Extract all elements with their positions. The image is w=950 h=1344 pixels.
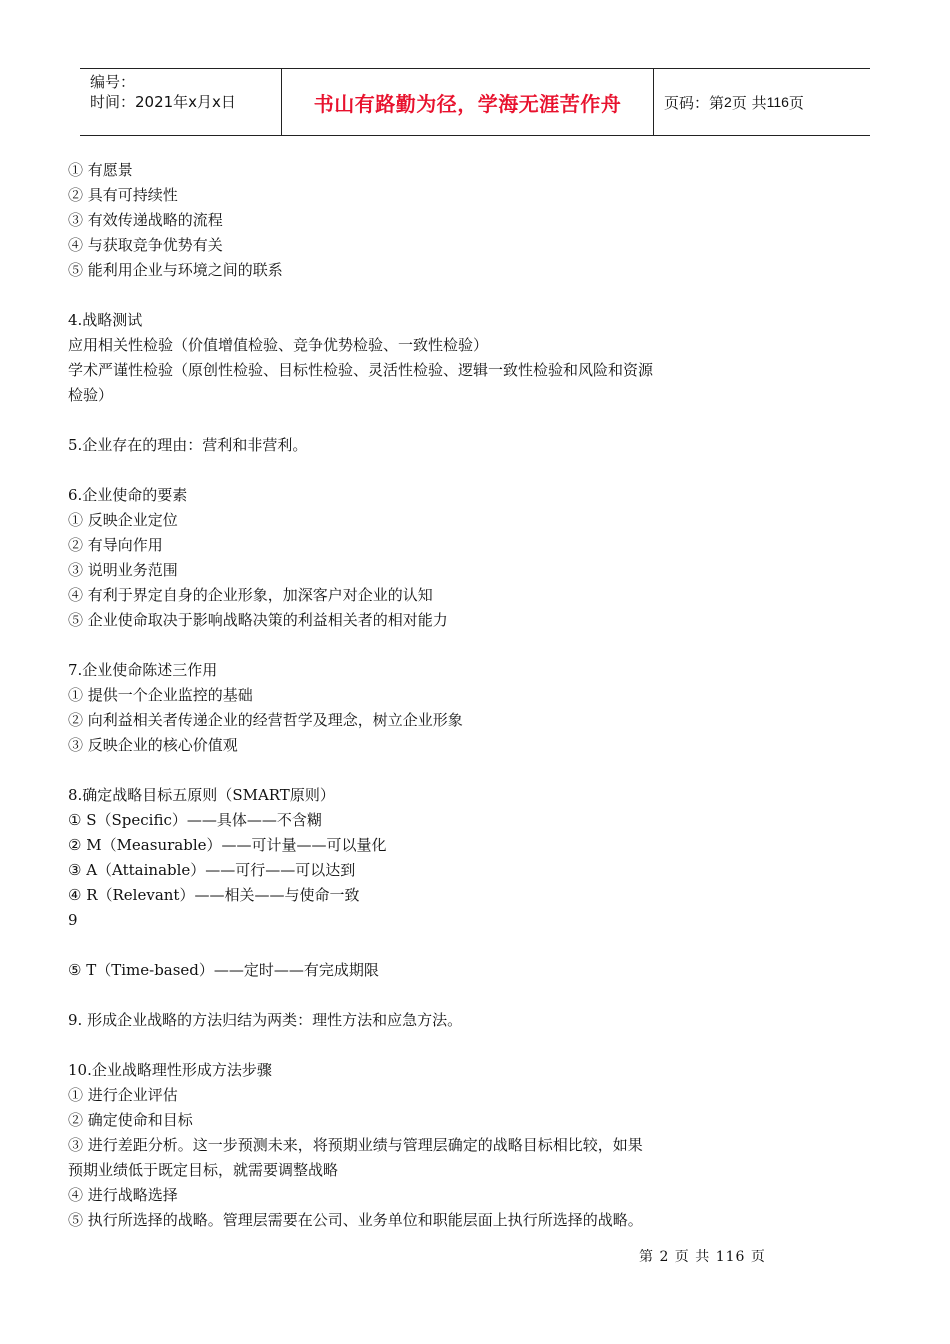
blank-line: [68, 933, 748, 958]
page-suffix: 页: [788, 93, 804, 112]
blank-line: [68, 283, 748, 308]
text-line: ⑤ T（Time-based）——定时——有完成期限: [68, 961, 379, 979]
text-line: 学术严谨性检验（原创性检验、目标性检验、灵活性检验、逻辑一致性检验和风险和资源: [68, 361, 654, 379]
text-line: ② 向利益相关者传递企业的经营哲学及理念，树立企业形象: [68, 711, 463, 729]
document-number-label: 编号：: [90, 73, 136, 91]
text-line: 7.企业使命陈述三作用: [68, 661, 218, 679]
blank-line: [68, 458, 748, 483]
header-meta: [80, 69, 282, 135]
text-line: ② M（Measurable）——可计量——可以量化: [68, 836, 387, 854]
text-line: ⑤ 能利用企业与环境之间的联系: [68, 261, 283, 279]
text-line: 检验）: [68, 386, 114, 404]
text-line: ① 反映企业定位: [68, 511, 178, 529]
text-line: ⑤ 企业使命取决于影响战略决策的利益相关者的相对能力: [68, 611, 448, 629]
text-line: 9: [68, 911, 78, 929]
page-header: [80, 68, 870, 136]
page-mid: 页 共: [731, 93, 767, 112]
text-line: ④ 与获取竞争优势有关: [68, 236, 223, 254]
text-line: 4.战略测试: [68, 311, 143, 329]
page-current: 2: [724, 94, 732, 110]
text-line: ③ 说明业务范围: [68, 561, 178, 579]
page-footer: 第 2 页 共 116 页: [639, 1249, 766, 1265]
page-prefix: 页码：第: [664, 93, 725, 112]
text-line: ⑤ 执行所选择的战略。管理层需要在公司、业务单位和职能层面上执行所选择的战略。: [68, 1211, 643, 1229]
page-total: 116: [766, 94, 789, 110]
header-motto: 书山有路勤为径，学海无涯苦作舟: [282, 69, 654, 135]
text-line: ② 有导向作用: [68, 536, 163, 554]
text-line: ① S（Specific）——具体——不含糊: [68, 811, 322, 829]
text-line: ③ 有效传递战略的流程: [68, 211, 223, 229]
text-line: 6.企业使命的要素: [68, 486, 188, 504]
text-line: ④ 有利于界定自身的企业形象，加深客户对企业的认知: [68, 586, 433, 604]
text-line: ① 提供一个企业监控的基础: [68, 686, 253, 704]
text-line: ③ A（Attainable）——可行——可以达到: [68, 861, 356, 879]
blank-line: [68, 983, 748, 1008]
text-line: 预期业绩低于既定目标，就需要调整战略: [68, 1161, 339, 1179]
text-line: ② 具有可持续性: [68, 186, 178, 204]
text-line: ③ 进行差距分析。这一步预测未来，将预期业绩与管理层确定的战略目标相比较，如果: [68, 1136, 643, 1154]
text-line: 10.企业战略理性形成方法步骤: [68, 1061, 272, 1079]
text-line: ① 进行企业评估: [68, 1086, 178, 1104]
document-time: 时间：2021年x月x日: [90, 93, 236, 111]
text-line: ① 有愿景: [68, 161, 133, 179]
blank-line: [68, 408, 748, 433]
text-line: 5.企业存在的理由：营利和非营利。: [68, 436, 308, 454]
header-page-number: [654, 69, 870, 135]
text-line: 应用相关性检验（价值增值检验、竞争优势检验、一致性检验）: [68, 336, 489, 354]
blank-line: [68, 1033, 748, 1058]
text-line: 9. 形成企业战略的方法归结为两类：理性方法和应急方法。: [68, 1011, 463, 1029]
text-line: ④ R（Relevant）——相关——与使命一致: [68, 886, 360, 904]
text-line: ③ 反映企业的核心价值观: [68, 736, 238, 754]
text-line: ② 确定使命和目标: [68, 1111, 193, 1129]
text-line: 8.确定战略目标五原则（SMART原则）: [68, 786, 335, 804]
blank-line: [68, 758, 748, 783]
text-line: ④ 进行战略选择: [68, 1186, 178, 1204]
blank-line: [68, 633, 748, 658]
document-body: [68, 158, 748, 1233]
